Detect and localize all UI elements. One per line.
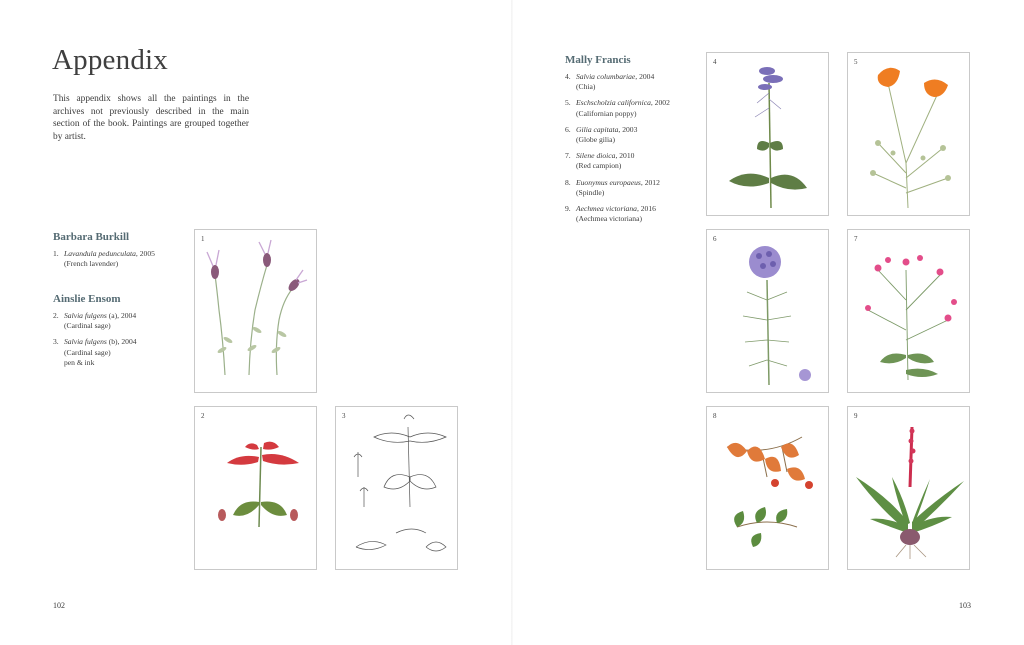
entry-common-name: (Chia) <box>576 82 596 92</box>
catalogue-entry-7 <box>565 151 725 171</box>
artist-heading-ensom: Ainslie Ensom <box>53 293 121 305</box>
catalogue-entry-9 <box>565 204 725 224</box>
entry-botanical-name: Lavandula pedunculata <box>64 249 136 258</box>
painting-card-9 <box>847 406 970 570</box>
entry-number: 2. <box>53 311 59 320</box>
painting-card-3 <box>335 406 458 570</box>
entry-botanical-name: Salvia fulgens <box>64 311 107 320</box>
cardinal-sage-ink-illustration <box>336 407 457 569</box>
painting-card-7 <box>847 229 970 393</box>
painting-card-4 <box>706 52 829 216</box>
entry-year: , 2005 <box>135 249 155 258</box>
entry-year: (b), 2004 <box>106 337 137 347</box>
painting-card-8 <box>706 406 829 570</box>
catalogue-entry-3 <box>53 337 213 368</box>
entry-number: 1. <box>53 249 59 258</box>
page-number-right: 103 <box>959 601 971 610</box>
painting-number: 6 <box>713 235 717 243</box>
entry-botanical-name: Salvia fulgens <box>64 337 107 347</box>
entry-year: , 2012 <box>640 177 660 187</box>
entry-year: , 2002 <box>650 98 670 108</box>
painting-number: 7 <box>854 235 858 243</box>
entry-number: 9. <box>565 204 571 214</box>
painting-number: 5 <box>854 58 858 66</box>
entry-common-name: (Californian poppy) <box>576 108 637 118</box>
red-campion-illustration <box>848 230 969 392</box>
entry-year: , 2016 <box>636 204 656 214</box>
entry-number: 6. <box>565 124 571 134</box>
entry-number: 3. <box>53 337 59 347</box>
entry-common-name: (Red campion) <box>576 161 622 171</box>
painting-card-2 <box>194 406 317 570</box>
entry-number: 8. <box>565 177 571 187</box>
entry-common-name: (Globe gilia) <box>576 135 616 145</box>
entry-botanical-name: Salvia columbariae <box>576 72 636 81</box>
painting-card-5 <box>847 52 970 216</box>
entry-medium: pen & ink <box>64 357 95 367</box>
entry-common-name: (Spindle) <box>576 187 605 197</box>
catalogue-entry-1 <box>53 249 213 269</box>
entry-number: 7. <box>565 151 571 161</box>
catalogue-entry-2 <box>53 311 213 331</box>
artist-entries-francis <box>565 72 725 230</box>
entry-year: , 2003 <box>618 124 638 134</box>
artist-entries-burkill <box>53 249 213 275</box>
page-number-left: 102 <box>53 601 65 610</box>
painting-number: 3 <box>342 412 346 420</box>
entry-botanical-name: Eschscholzia californica <box>576 98 651 108</box>
spindle-illustration <box>707 407 828 569</box>
entry-botanical-name: Aechmea victoriana <box>576 204 637 214</box>
page-gutter <box>511 0 513 645</box>
painting-number: 1 <box>201 235 205 243</box>
painting-number: 2 <box>201 412 205 420</box>
chia-illustration <box>707 53 828 215</box>
entry-year: (a), 2004 <box>106 311 137 320</box>
cardinal-sage-illustration <box>195 407 316 569</box>
catalogue-entry-5 <box>565 98 725 118</box>
entry-common-name: (Cardinal sage) <box>64 321 111 331</box>
artist-heading-francis: Mally Francis <box>565 54 631 66</box>
entry-year: , 2010 <box>615 151 635 161</box>
entry-botanical-name: Silene dioica <box>576 151 616 161</box>
artist-heading-burkill: Barbara Burkill <box>53 231 130 243</box>
french-lavender-illustration <box>195 230 316 392</box>
entry-botanical-name: Gilia capitata <box>576 124 619 134</box>
artist-entries-ensom <box>53 311 213 374</box>
catalogue-entry-8 <box>565 178 725 198</box>
painting-number: 9 <box>854 412 858 420</box>
entry-botanical-name: Euonymus europaeus <box>576 177 641 187</box>
catalogue-entry-4 <box>565 72 725 92</box>
entry-number: 5. <box>565 98 571 108</box>
painting-number: 4 <box>713 58 717 66</box>
entry-number: 4. <box>565 72 571 81</box>
painting-card-1 <box>194 229 317 393</box>
catalogue-entry-6 <box>565 125 725 145</box>
page-title: Appendix <box>52 44 168 76</box>
entry-common-name: (Cardinal sage) <box>64 347 111 357</box>
intro-paragraph: This appendix shows all the paintings in the archives not previously described in the main section of the book. Paintings are grouped together by artist. <box>53 94 249 142</box>
painting-card-6 <box>706 229 829 393</box>
painting-number: 8 <box>713 412 717 420</box>
californian-poppy-illustration <box>848 53 969 215</box>
entry-common-name: (French lavender) <box>64 259 119 269</box>
globe-gilia-illustration <box>707 230 828 392</box>
aechmea-victoriana-illustration <box>848 407 969 569</box>
entry-common-name: (Aechmea victoriana) <box>576 214 642 224</box>
entry-year: , 2004 <box>635 72 655 81</box>
